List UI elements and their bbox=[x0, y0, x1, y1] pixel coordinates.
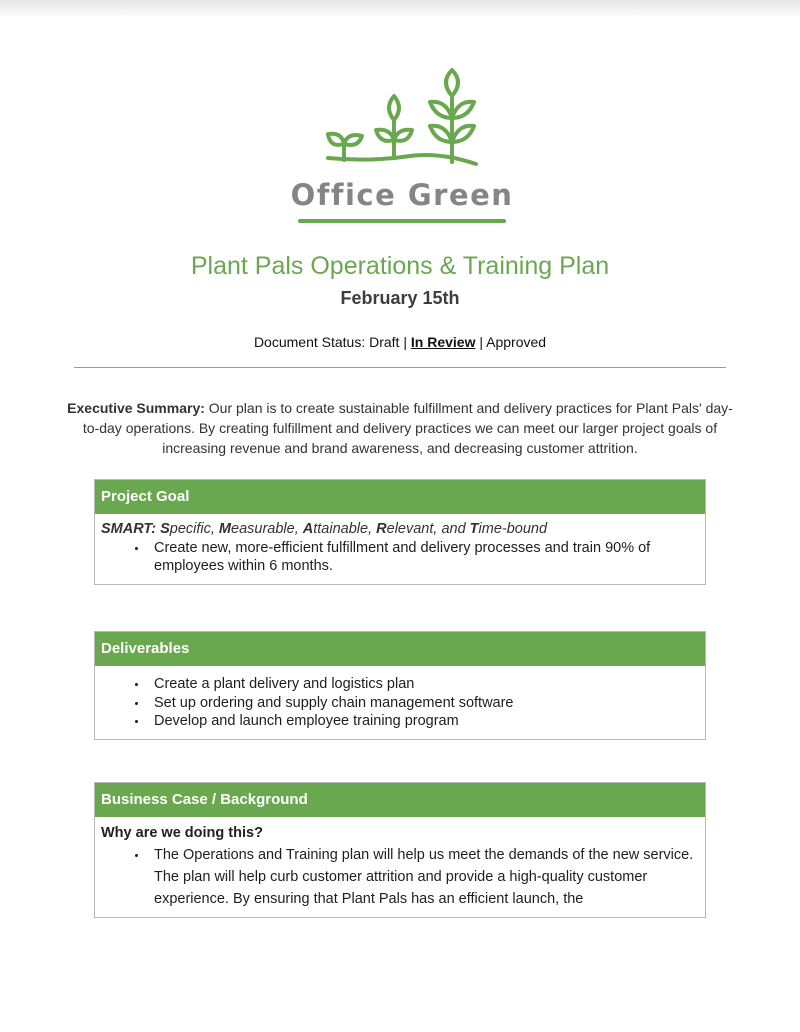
horizontal-divider bbox=[74, 367, 726, 368]
office-green-logo bbox=[290, 62, 514, 228]
executive-summary-label: Executive Summary: bbox=[67, 400, 205, 416]
project-goal-heading: Project Goal bbox=[95, 480, 705, 514]
smart-initial-a: A bbox=[302, 521, 314, 537]
smart-rest-t: ime-bound bbox=[478, 521, 548, 537]
document-date: February 15th bbox=[340, 288, 460, 308]
deliverables-section bbox=[94, 631, 706, 740]
status-approved: Approved bbox=[486, 334, 547, 350]
list-item: • Create new, more-efficient fulfillment and delivery processes and train 90% of employees within 6 months. bbox=[148, 539, 699, 576]
status-separator-2: | bbox=[479, 334, 483, 350]
deliverables-heading: Deliverables bbox=[95, 632, 705, 666]
smart-rest-a: ttainable, bbox=[313, 521, 377, 537]
smart-rest-r: elevant, and bbox=[386, 521, 470, 537]
business-case-heading: Business Case / Background bbox=[95, 783, 705, 817]
project-goal-list bbox=[101, 539, 699, 576]
business-case-list bbox=[101, 844, 699, 910]
status-draft: Draft bbox=[369, 334, 400, 350]
executive-summary bbox=[66, 398, 734, 458]
list-item: • Develop and launch employee training program bbox=[148, 712, 699, 731]
brand-name: Office Green bbox=[290, 178, 514, 212]
smart-rest-m: easurable, bbox=[231, 521, 303, 537]
status-prefix: Document Status: bbox=[253, 334, 366, 350]
business-case-section bbox=[94, 782, 706, 918]
project-goal-section bbox=[94, 479, 706, 585]
smart-initial-t: T bbox=[469, 521, 479, 537]
smart-criteria bbox=[101, 520, 699, 539]
deliverables-list bbox=[101, 675, 699, 731]
smart-initial-m: M bbox=[218, 521, 232, 537]
executive-summary-text: Our plan is to create sustainable fulfillment and delivery practices for Plant Pals' day-to-day operations. By creating fulfillment and delivery practices we can meet our larger project goals of increasing revenue and brand awareness, and decreasing customer attrition. bbox=[82, 400, 733, 456]
business-case-question: Why are we doing this? bbox=[101, 825, 263, 841]
smart-initial-s: S bbox=[160, 521, 170, 537]
status-separator-1: | bbox=[403, 334, 407, 350]
list-item: • The Operations and Training plan will help us meet the demands of the new service. The plan will help curb customer attrition and provide a high-quality customer experience. By ensuring that Plant Pals has an efficient launch, the bbox=[148, 844, 699, 910]
page-top-shadow bbox=[0, 0, 800, 18]
project-goal-body bbox=[95, 514, 705, 584]
document-status bbox=[0, 334, 800, 350]
list-item: • Set up ordering and supply chain management software bbox=[148, 694, 699, 713]
smart-rest-s: pecific, bbox=[169, 521, 219, 537]
list-item: • Create a plant delivery and logistics plan bbox=[148, 675, 699, 694]
status-in-review: In Review bbox=[410, 334, 476, 350]
business-case-body bbox=[95, 817, 705, 917]
smart-label: SMART: bbox=[101, 521, 157, 537]
document-title: Plant Pals Operations & Training Plan bbox=[190, 252, 610, 280]
smart-initial-r: R bbox=[376, 521, 387, 537]
deliverables-body bbox=[95, 666, 705, 739]
